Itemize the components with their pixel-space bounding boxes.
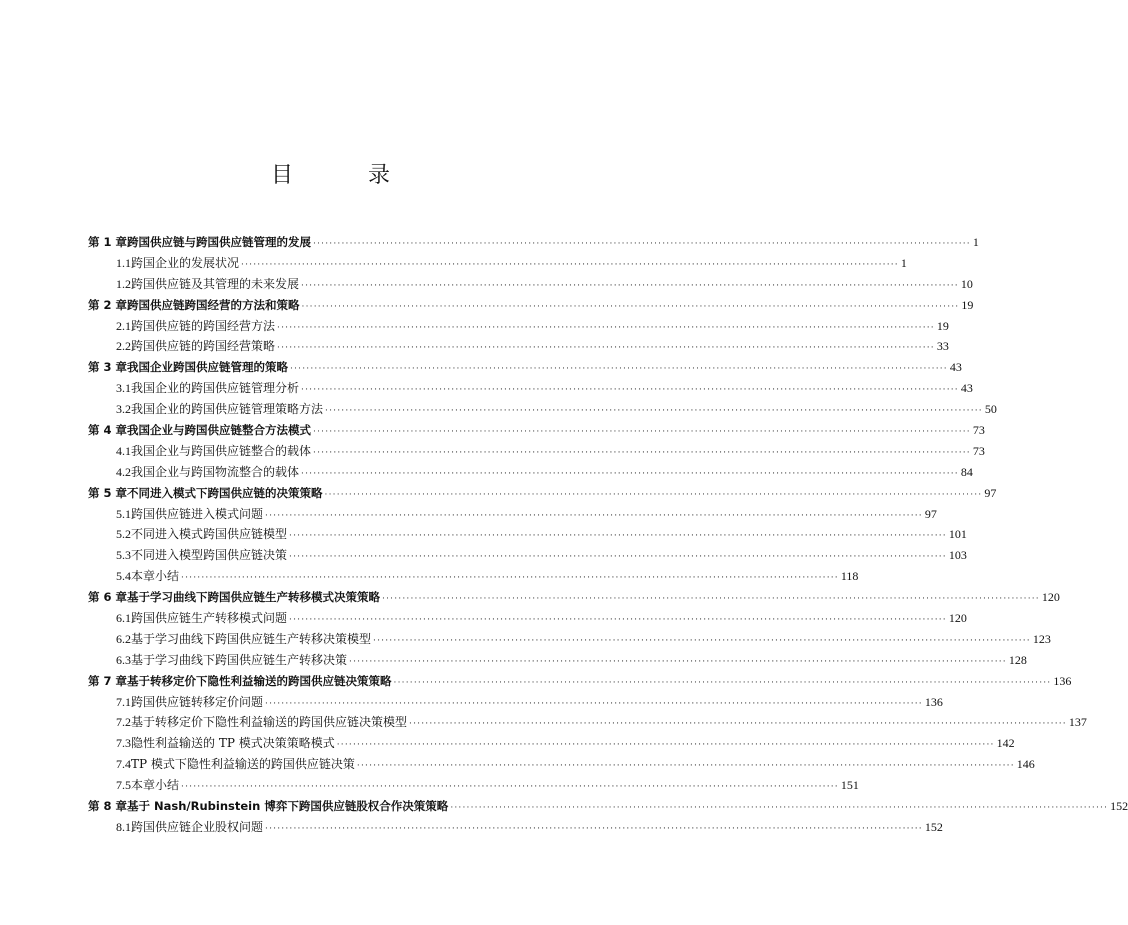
dot-leader xyxy=(337,735,995,756)
toc-entry-page-number: 1 xyxy=(972,235,979,249)
toc-section-entry[interactable] xyxy=(88,462,973,483)
toc-entry-number: 第 6 章 xyxy=(88,590,128,605)
dot-leader xyxy=(313,422,971,443)
toc-entry-title: 基于转移定价下隐性利益输送的跨国供应链决策模型 xyxy=(131,715,408,730)
toc-chapter-entry[interactable] xyxy=(88,232,979,253)
toc-entry-number: 1.2 xyxy=(116,276,131,291)
toc-entry-title: 基于学习曲线下跨国供应链生产转移决策 xyxy=(131,652,348,667)
toc-entry-page-number: 128 xyxy=(1008,652,1027,667)
toc-entry-number: 第 4 章 xyxy=(88,423,128,438)
dot-leader xyxy=(302,297,960,318)
toc-section-entry[interactable] xyxy=(88,316,949,337)
toc-entry-title: 我国企业的跨国供应链管理策略方法 xyxy=(131,402,324,417)
toc-entry-number: 5.3 xyxy=(116,548,131,563)
toc-entry-number: 4.2 xyxy=(116,464,131,479)
toc-entry-number: 7.5 xyxy=(116,778,131,793)
toc-entry-title: 跨国供应链跨国经营的方法和策略 xyxy=(127,297,300,312)
toc-entry-number: 4.1 xyxy=(116,443,131,458)
toc-entry-title: 跨国供应链企业股权问题 xyxy=(131,819,264,834)
toc-entry-title: 隐性利益输送的 TP 模式决策策略模式 xyxy=(131,736,335,751)
toc-section-entry[interactable] xyxy=(88,733,1015,754)
dot-leader xyxy=(313,443,971,464)
toc-entry-title: 跨国供应链与跨国供应链管理的发展 xyxy=(127,235,312,249)
toc-section-entry[interactable] xyxy=(88,336,949,357)
toc-chapter-entry[interactable] xyxy=(88,796,1128,817)
dot-leader xyxy=(265,694,923,715)
toc-entry-title: 跨国供应链的跨国经营策略 xyxy=(131,339,276,354)
toc-section-entry[interactable] xyxy=(88,524,967,545)
toc-entry-number: 5.1 xyxy=(116,506,131,521)
toc-section-entry[interactable] xyxy=(88,274,973,295)
toc-entry-title: 我国企业的跨国供应链管理分析 xyxy=(131,381,300,396)
toc-entry-page-number: 1 xyxy=(900,255,907,270)
toc-entry-page-number: 33 xyxy=(936,339,949,354)
toc-entry-number: 第 8 章 xyxy=(88,799,128,814)
dot-leader xyxy=(289,526,947,547)
toc-entry-page-number: 152 xyxy=(924,819,943,834)
dot-leader xyxy=(409,714,1067,735)
toc-entry-title: 跨国供应链生产转移模式问题 xyxy=(131,611,288,626)
toc-entry-title: 跨国供应链及其管理的未来发展 xyxy=(131,276,300,291)
toc-section-entry[interactable] xyxy=(88,712,1087,733)
toc-entry-page-number: 123 xyxy=(1032,631,1051,646)
toc-section-entry[interactable] xyxy=(88,253,907,274)
toc-entry-page-number: 137 xyxy=(1068,715,1087,730)
toc-section-entry[interactable] xyxy=(88,566,859,587)
dot-leader xyxy=(382,589,1040,610)
toc-entry-title: 我国企业跨国供应链管理的策略 xyxy=(127,360,289,375)
dot-leader xyxy=(277,338,935,359)
toc-entry-title: 跨国供应链转移定价问题 xyxy=(131,694,264,709)
toc-entry-number: 第 2 章 xyxy=(88,297,128,312)
dot-leader xyxy=(301,464,959,485)
toc-section-entry[interactable] xyxy=(88,608,967,629)
toc-entry-number: 3.2 xyxy=(116,402,131,417)
toc-entry-number: 5.2 xyxy=(116,527,131,542)
toc-entry-number: 6.1 xyxy=(116,611,131,626)
toc-entry-page-number: 120 xyxy=(948,611,967,626)
toc-section-entry[interactable] xyxy=(88,817,943,838)
toc-chapter-entry[interactable] xyxy=(88,420,985,441)
toc-entry-page-number: 19 xyxy=(936,318,949,333)
toc-entry-page-number: 73 xyxy=(972,443,985,458)
toc-chapter-entry[interactable] xyxy=(88,483,997,504)
dot-leader xyxy=(289,547,947,568)
dot-leader xyxy=(301,276,959,297)
dot-leader xyxy=(241,255,899,276)
toc-entry-number: 7.4 xyxy=(116,757,131,772)
toc-section-entry[interactable] xyxy=(88,399,997,420)
toc-entry-page-number: 136 xyxy=(924,694,943,709)
toc-entry-page-number: 120 xyxy=(1041,590,1060,605)
toc-entry-page-number: 19 xyxy=(961,297,974,312)
dot-leader xyxy=(349,652,1007,673)
dot-leader xyxy=(313,234,971,255)
dot-leader xyxy=(277,318,935,339)
dot-leader xyxy=(265,819,923,840)
toc-entry-page-number: 97 xyxy=(924,506,937,521)
dot-leader xyxy=(373,631,1031,652)
toc-entry-title: 基于 Nash/Rubinstein 博弈下跨国供应链股权合作决策策略 xyxy=(127,799,449,814)
dot-leader xyxy=(357,756,1015,777)
toc-entry-page-number: 142 xyxy=(996,736,1015,751)
toc-section-entry[interactable] xyxy=(88,441,985,462)
toc-section-entry[interactable] xyxy=(88,504,937,525)
dot-leader xyxy=(450,798,1108,819)
toc-entry-page-number: 118 xyxy=(840,569,859,584)
toc-entry-number: 7.1 xyxy=(116,694,131,709)
toc-entry-title: TP 模式下隐性利益输送的跨国供应链决策 xyxy=(131,757,355,772)
dot-leader xyxy=(181,568,839,589)
toc-entry-title: 我国企业与跨国物流整合的载体 xyxy=(131,464,300,479)
toc-chapter-entry[interactable] xyxy=(88,357,962,378)
toc-entry-title: 本章小结 xyxy=(131,778,180,793)
toc-entry-title: 本章小结 xyxy=(131,569,180,584)
toc-entry-number: 8.1 xyxy=(116,819,131,834)
toc-entry-page-number: 101 xyxy=(948,527,967,542)
toc-entry-page-number: 152 xyxy=(1110,799,1128,814)
toc-entry-number: 7.2 xyxy=(116,715,131,730)
dot-leader xyxy=(290,359,948,380)
dot-leader xyxy=(289,610,947,631)
toc-entry-number: 第 3 章 xyxy=(88,360,128,375)
toc-chapter-entry[interactable] xyxy=(88,587,1060,608)
table-of-contents xyxy=(88,232,1128,838)
toc-entry-number: 3.1 xyxy=(116,381,131,396)
toc-entry-page-number: 146 xyxy=(1016,757,1035,772)
toc-entry-page-number: 84 xyxy=(960,464,973,479)
dot-leader xyxy=(301,380,959,401)
toc-section-entry[interactable] xyxy=(88,650,1027,671)
toc-entry-number: 2.2 xyxy=(116,339,131,354)
toc-entry-title: 基于学习曲线下跨国供应链生产转移模式决策策略 xyxy=(127,590,381,605)
toc-section-entry[interactable] xyxy=(88,754,1035,775)
toc-entry-title: 跨国企业的发展状况 xyxy=(131,255,240,270)
toc-entry-number: 第 5 章 xyxy=(88,485,128,500)
dot-leader xyxy=(265,506,923,527)
toc-entry-number: 7.3 xyxy=(116,736,131,751)
toc-entry-number: 6.3 xyxy=(116,652,131,667)
toc-section-entry[interactable] xyxy=(88,629,1051,650)
toc-entry-page-number: 43 xyxy=(949,360,962,375)
toc-entry-page-number: 103 xyxy=(948,548,967,563)
toc-entry-page-number: 136 xyxy=(1053,673,1072,688)
toc-entry-page-number: 97 xyxy=(984,485,997,500)
dot-leader xyxy=(394,673,1052,694)
toc-entry-page-number: 151 xyxy=(840,778,859,793)
toc-entry-title: 基于转移定价下隐性利益输送的跨国供应链决策策略 xyxy=(127,673,392,688)
toc-entry-number: 2.1 xyxy=(116,318,131,333)
toc-entry-page-number: 43 xyxy=(960,381,973,396)
toc-entry-title: 跨国供应链进入模式问题 xyxy=(131,506,264,521)
toc-entry-title: 不同进入模型跨国供应链决策 xyxy=(131,548,288,563)
toc-entry-page-number: 50 xyxy=(984,402,997,417)
toc-entry-number: 1.1 xyxy=(116,255,131,270)
toc-entry-number: 5.4 xyxy=(116,569,131,584)
toc-section-entry[interactable] xyxy=(88,378,973,399)
dot-leader xyxy=(325,485,983,506)
toc-entry-page-number: 73 xyxy=(972,423,985,438)
toc-entry-title: 不同进入模式下跨国供应链的决策策略 xyxy=(127,485,323,500)
dot-leader xyxy=(181,777,839,798)
toc-entry-number: 6.2 xyxy=(116,631,131,646)
toc-entry-title: 我国企业与跨国供应链整合的载体 xyxy=(131,443,312,458)
toc-entry-title: 跨国供应链的跨国经营方法 xyxy=(131,318,276,333)
toc-entry-title: 不同进入模式跨国供应链模型 xyxy=(131,527,288,542)
toc-entry-page-number: 10 xyxy=(960,276,973,291)
toc-section-entry[interactable] xyxy=(88,692,943,713)
toc-entry-number: 第 7 章 xyxy=(88,673,128,688)
toc-entry-number: 第 1 章 xyxy=(88,235,128,249)
toc-chapter-entry[interactable] xyxy=(88,295,974,316)
toc-chapter-entry[interactable] xyxy=(88,671,1072,692)
page-title: 目 录 xyxy=(271,163,424,188)
toc-entry-title: 我国企业与跨国供应链整合方法模式 xyxy=(127,423,312,438)
toc-entry-title: 基于学习曲线下跨国供应链生产转移决策模型 xyxy=(131,631,372,646)
dot-leader xyxy=(325,401,983,422)
toc-section-entry[interactable] xyxy=(88,775,859,796)
toc-section-entry[interactable] xyxy=(88,545,967,566)
